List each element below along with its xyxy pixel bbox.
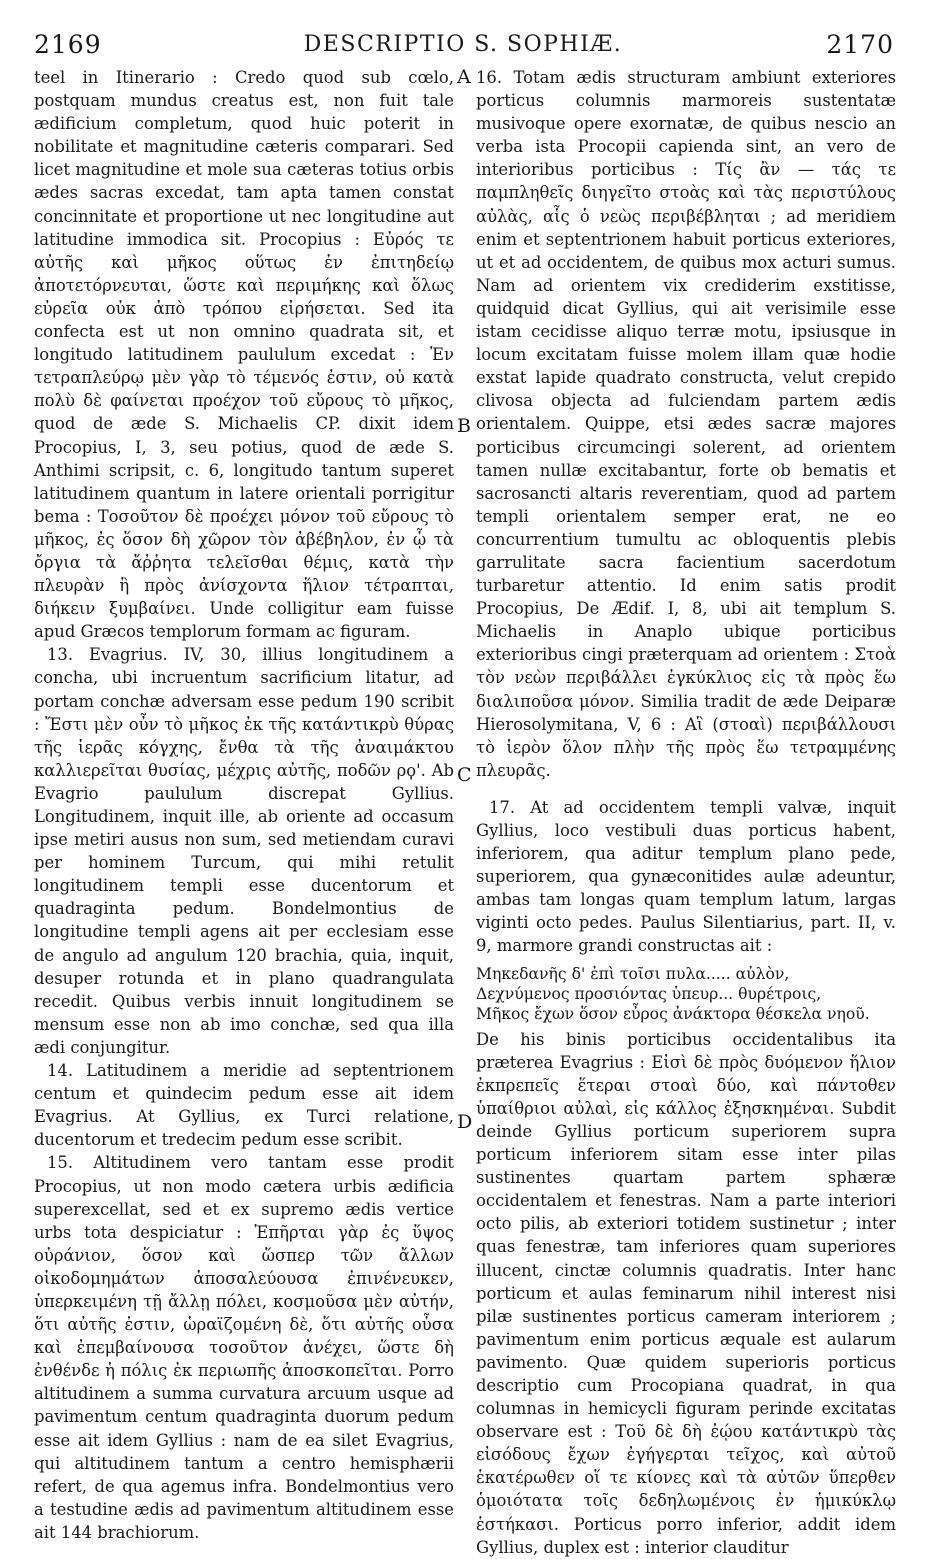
paragraph-15: 15. Altitudinem vero tantam esse prodit Procopius, ut non modo cætera urbis ædificia superexcellat, sed et ex supremo ædis vertice urbs tota despiciatur : Ἐπῆρται γὰρ ἐς ὕψος οὐράνιον, ὅσον καὶ ὥσπερ τῶν ἄλλων οἰκοδομημάτων ἀποσαλεύουσα ἐπινένευκεν, ὑπερκειμένη τῇ ἄλλῃ πόλει, κοσμοῦσα μὲν αὐτήν, ὅτι αὐτῆς ἐστιν, ὡραϊζομένη δὲ, ὅτι αὐτῆς οὖσα καὶ ἐπεμβαίνουσα τοσοῦτον ἀνέχει, ὥστε δὴ ἐνθένδε ἡ πόλις ἐκ περιωπῆς ἀποσκοπεῖται. Porro altitudinem a summa curvatura arcuum usque ad pavimentum centum quadraginta duorum pedum esse ait idem Gyllius : nam de ea silet Evagrius, qui altitudinem tantum a centro hemisphærii refert, de qua agemus infra. Bondelmontius vero a testudine ædis ad pavimentum altitudinem esse ait 144 brachiorum. <box>34 1153 454 1542</box>
paragraph-14: 14. Latitudinem a meridie ad septentrionem centum et quindecim pedum esse ait idem Evagrius. At Gyllius, ex Turci relatione, ducentorum et tredecim pedum esse scribit. <box>34 1061 454 1150</box>
right-column <box>476 66 896 1559</box>
margin-letter-b: B <box>457 415 471 437</box>
paragraph-13: 13. Evagrius. IV, 30, illius longitudinem a concha, ubi incruentum sacrificium litatur, ad portam conchæ adversam esse pedum 190 scribit : Ἔστι μὲν οὖν τὸ μῆκος ἐκ τῆς κατάντικρὺ θύρας τῆς ἱερᾶς κόγχης, ἔνθα τὰ τῆς ἀναιμάκτου καλλιερεῖται θυσίας, μέχρις αὐτῆς, ποδῶν ρϙ'. Ab Evagrio paululum discrepat Gyllius. Longitudinem, inquit ille, ab oriente ad occasum ipse metiri ausus non sum, sed metiendam curavi per hominem Turcum, qui mihi retulit longitudinem templi esse ducentorum et quadraginta pedum. Bondelmontius de longitudine templi agens ait per ecclesiam esse de angulo ad angulum 120 brachia, quia, inquit, desuper rotunda et in plano quadrangulata recedit. Quibus verbis innuit longitudinem se mensum esse non ab imo conchæ, sed qua illa ædi conjungitur. <box>34 645 454 1057</box>
running-title: DESCRIPTIO S. SOPHIÆ. <box>303 32 623 57</box>
paragraph-12-continuation: teel in Itinerario : Credo quod sub cœlo, postquam mundus creatus est, non fuit tale ædificium completum, quod huic poterit in nobilitate et magnitudine cæteris comparari. Sed licet magnitudine et mole sua cæteras totius orbis ædes sacras excedat, tam apta tamen constat concinnitate et proportione ut nec longitudine aut latitudine immodica sit. Procopius : Εὐρός τε αὐτῆς καὶ μῆκος οὕτως ἐν ἐπιτηδείῳ ἀποτετόρνευται, ὥστε καὶ περιμήκης καὶ ὅλως εὐρεῖα οὐκ ἀπὸ τρόπου εἰρήσεται. Sed ita confecta est ut non omnino quadrata sit, et longitudo latitudinem paululum excedat : Ἐν τετραπλεύρῳ μὲν γὰρ τὸ τέμενός ἐστιν, οὐ κατὰ πολὺ δὲ φαίνεται προέχον τοῦ εὔρους τὸ μῆκος, quod de æde S. Michaelis CP. dixit idem Procopius, I, 3, seu potius, quod de æde S. Anthimi scripsit, c. 6, longitudo tantum superet latitudinem quantum in latere orientali porrigitur bema : Τοσοῦτον δὲ προέχει μόνον τοῦ εὔρους τὸ μῆκος, ἐς ὅσον δὴ χῶρον τὸν ἀβέβηλον, ἐν ᾧ τὰ ὄργια τὰ ἄῤῥητα τελεῖσθαι θέμις, κατὰ τὴν πλευρὰν ἣ πρὸς ἀνίσχοντα ἥλιον τέτραπται, διήκειν ξυμβαίνει. Unde colligitur eam fuisse apud Græcos templorum formam ac figuram. <box>34 68 454 642</box>
paragraph-17: 17. At ad occidentem templi valvæ, inquit Gyllius, loco vestibuli duas porticus habent, inferiorem, qua aditur templum plano pede, superiorem, qua gynæconitides aulæ adeuntur, ambas tam longas quam templum latum, largas viginti octo pedes. Paulus Silentiarius, part. II, v. 9, marmore grandi constructas ait : <box>476 797 896 956</box>
running-header <box>30 30 896 64</box>
margin-letter-a: A <box>457 66 471 88</box>
left-column <box>34 66 454 1544</box>
margin-letter-d: D <box>457 1111 473 1133</box>
page-number-left: 2169 <box>34 30 102 59</box>
verse-line: Μῆκος ἔχων ὅσον εὖρος ἀνάκτορα θέσκελα νηοῦ. <box>476 1004 870 1023</box>
paragraph-17-continuation: De his binis porticibus occidentalibus ita præterea Evagrius : Εἰσὶ δὲ πρὸς δυόμενον ἥλιον ἐκπρεπεῖς ἕτεραι στοαὶ δύο, καὶ πάντοθεν ὑπαίθριοι αὐλαὶ, εἰς κάλλος ἐξησκημέναι. Subdit deinde Gyllius porticum superiorem supra porticum inferiorem sitam esse inter pilas sustinentes quartam partem sphæræ occidentalem et fenestras. Nam a parte interiori octo pilis, ab exteriori totidem sustinetur ; inter quas fenestræ, tam inferiores quam superiores illucent, cinctæ columnis quadratis. Inter hanc porticum et aulas feminarum nihil interest nisi pilæ sustinentes porticus cameram interiorem ; pavimentum enim porticus æquale est aularum pavimento. Quæ quidem superioris porticus descriptio cum Procopiana quadrat, in qua columnas in hemicycli figuram perinde excitatas observare est : Τοῦ δὲ δὴ ἐῴου κατάντικρὺ τὰς εἰσόδους ἔχων ἐγήγερται τεῖχος, καὶ αὐτοῦ ἑκατέρωθεν οἵ τε κίονες καὶ τὰ αὐτῶν ὕπερθεν ὁμοιότατα τοῖς δεδηλωμένοις ἐν ἡμικύκλῳ ἑστήκασι. Porticus porro inferior, addit idem Gyllius, duplex est : interior clauditur <box>476 1029 896 1557</box>
verse-line: Δεχνύμενος προσιόντας ὑπευρ... θυρέτροις, <box>476 984 822 1003</box>
page-number-right: 2170 <box>826 30 894 59</box>
paragraph-16: 16. Totam ædis structuram ambiunt exteriores porticus columnis marmoreis sustentatæ musivoque opere exornatæ, de quibus nescio an verba ista Procopii capienda sint, an vero de interioribus porticibus : Τίς ἂν — τάς τε παμπληθεῖς διηγεῖτο στοὰς καὶ τὰς περιστύλους αὐλὰς, αἷς ὁ νεὼς περιβέβληται ; ad meridiem enim et septentrionem habuit porticus exteriores, ut et ad occidentem, de quibus mox acturi sumus. Nam ad orientem vix crediderim exstitisse, quidquid dicat Gyllius, qui ait verisimile esse istam cecidisse aliquo terræ motu, ipsiusque in locum excitatam fuisse molem illam quæ hodie exstat lapide quadrato constructa, velut crepido clivosa objecta ad fulciendam partem ædis orientalem. Quippe, etsi ædes sacræ majores porticibus circumcingi solerent, ad orientem tamen nullæ excitabantur, forte ob bematis et sacrosancti altaris reverentiam, quod ad partem templi orientalem semper erat, ne eo concurrentium tumultu ac obloquentis plebis garrulitate sacra facientium sacerdotum turbaretur attentio. Id enim satis prodit Procopius, De Ædif. I, 8, ubi ait templum S. Michaelis in Anaplo ubique porticibus exterioribus cingi præterquam ad orientem : Στοὰ τὸν νεὼν περιβάλλει ἐγκύκλιος εἰς τὰ πρὸς ἕω διαλιποῦσα μόνον. Similia tradit de æde Deiparæ Hierosolymitana, V, 6 : Αἳ (στοαὶ) περιβάλλουσι τὸ ἱερὸν ὅλον πλὴν τῆς πρὸς ἕω τετραμμένης πλευρᾶς. <box>476 68 896 780</box>
margin-letter-c: C <box>457 764 472 786</box>
verse-line: Μηκεδανῆς δ' ἐπὶ τοῖσι πυλα..... αὐλὸν, <box>476 964 790 983</box>
